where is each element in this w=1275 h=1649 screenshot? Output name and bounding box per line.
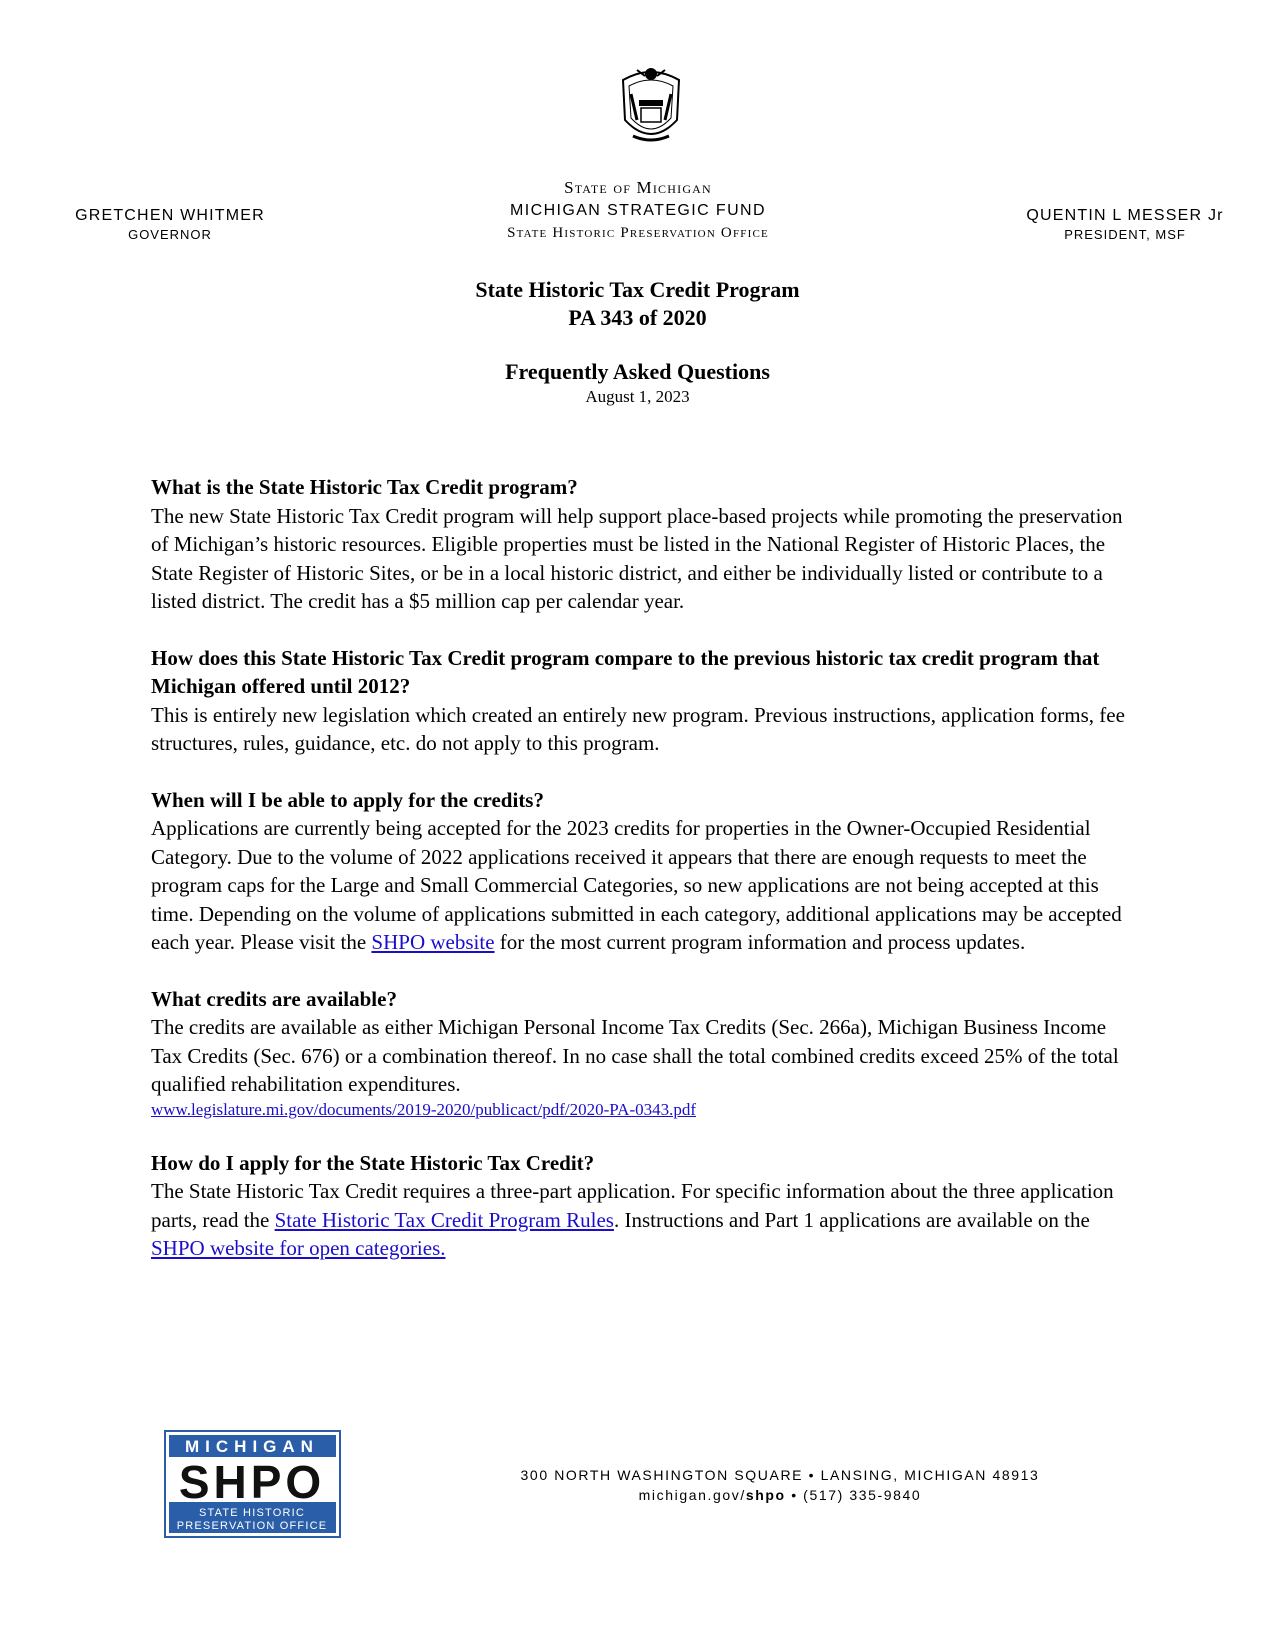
faq-question: How does this State Historic Tax Credit program compare to the previous historic tax credit program that Michigan offered until 2012?: [151, 645, 1100, 698]
faq-answer: [151, 814, 1141, 957]
fund-name: MICHIGAN STRATEGIC FUND: [510, 202, 766, 219]
president-title: PRESIDENT, MSF: [1064, 227, 1186, 242]
faq-answer-text: for the most current program information and process updates.: [494, 930, 1026, 954]
michigan-seal: [611, 60, 691, 150]
logo-shpo-text: SHPO: [178, 1456, 326, 1508]
faq-answer-text: Applications are currently being accepted for the 2023 credits for properties in the Owner-Occupied Residential Category. Due to the volume of 2022 applications received it appears that there are enough requests to meet the program caps for the Large and Small Commercial Categories, so new applications are not being accepted at this time. Depending on the volume of applications submitted in each category, additional applications may be accepted each year. Please visit the: [151, 816, 1122, 954]
legislature-link[interactable]: www.legislature.mi.gov/documents/2019-2020/publicact/pdf/2020-PA-0343.pdf: [151, 1099, 697, 1119]
faq-answer-text: The credits are available as either Michigan Personal Income Tax Credits (Sec. 266a), Michigan Business Income Tax Credits (Sec. 676) or a combination thereof. In no case shall the total combined credits exceed 25% of the total qualified rehabilitation expenditures.: [151, 1015, 1119, 1096]
footer-contact: [480, 1485, 1080, 1505]
faq-question: What is the State Historic Tax Credit program?: [151, 475, 578, 499]
faq-item: [151, 1149, 1141, 1263]
state-name: State of Michigan: [564, 178, 712, 197]
act-title: PA 343 of 2020: [568, 305, 707, 330]
footer-web-bold: shpo: [745, 1487, 786, 1503]
logo-subtitle-line1: STATE HISTORIC: [198, 1507, 306, 1519]
faq-item: [151, 473, 1141, 616]
logo-subtitle-line2: PRESERVATION OFFICE: [176, 1520, 328, 1532]
governor-block: [50, 206, 290, 244]
governor-name: GRETCHEN WHITMER: [75, 207, 265, 224]
president-block: [1005, 206, 1245, 244]
footer-address-block: [480, 1465, 1080, 1505]
faq-answer: This is entirely new legislation which created an entirely new program. Previous instructions, application forms, fee structures, rules, guidance, etc. do not apply to this program.: [151, 702, 1125, 755]
footer-phone: • (517) 335-9840: [785, 1487, 922, 1503]
footer-address: 300 NORTH WASHINGTON SQUARE • LANSING, MICHIGAN 48913: [520, 1467, 1040, 1483]
faq-heading: Frequently Asked Questions: [505, 359, 770, 384]
faq-answer-text: The State Historic Tax Credit requires a three-part application. For specific information about the three application parts, read the: [151, 1179, 1114, 1232]
shpo-logo: [155, 1430, 365, 1540]
office-name: State Historic Preservation Office: [507, 225, 769, 241]
faq-question: How do I apply for the State Historic Tax Credit?: [151, 1150, 595, 1175]
program-rules-link[interactable]: State Historic Tax Credit Program Rules: [274, 1207, 614, 1232]
faq-answer: [151, 1177, 1141, 1263]
president-name: QUENTIN L MESSER Jr: [1026, 207, 1224, 224]
faq-answer-text: . Instructions and Part 1 applications are available on the: [613, 1207, 1090, 1232]
document-title-block: [0, 276, 1275, 408]
shpo-website-link[interactable]: SHPO website: [371, 930, 495, 954]
faq-question: When will I be able to apply for the credits?: [151, 787, 544, 812]
logo-michigan-text: MICHIGAN: [185, 1437, 319, 1456]
agency-block: [438, 177, 838, 243]
faq-answer: [151, 1013, 1141, 1121]
faq-answer: The new State Historic Tax Credit program will help support place-based projects while promoting the preservation of Michigan’s historic resources. Eligible properties must be listed in the National Register of Historic Places, the State Register of Historic Sites, or be in a local historic district, and either be individually listed or contribute to a listed district. The credit has a $5 million cap per calendar year.: [151, 503, 1123, 613]
footer-web: michigan.gov/: [638, 1487, 746, 1503]
shpo-open-categories-link[interactable]: SHPO website for open categories.: [151, 1236, 446, 1260]
program-title: State Historic Tax Credit Program: [475, 277, 800, 302]
faq-item: [151, 985, 1141, 1121]
seal-icon: [611, 60, 691, 150]
governor-title: GOVERNOR: [128, 227, 212, 242]
document-date: August 1, 2023: [585, 387, 690, 406]
faq-item: [151, 786, 1141, 957]
faq-list: [151, 473, 1141, 1291]
faq-question: What credits are available?: [151, 986, 397, 1011]
faq-item: [151, 644, 1141, 758]
